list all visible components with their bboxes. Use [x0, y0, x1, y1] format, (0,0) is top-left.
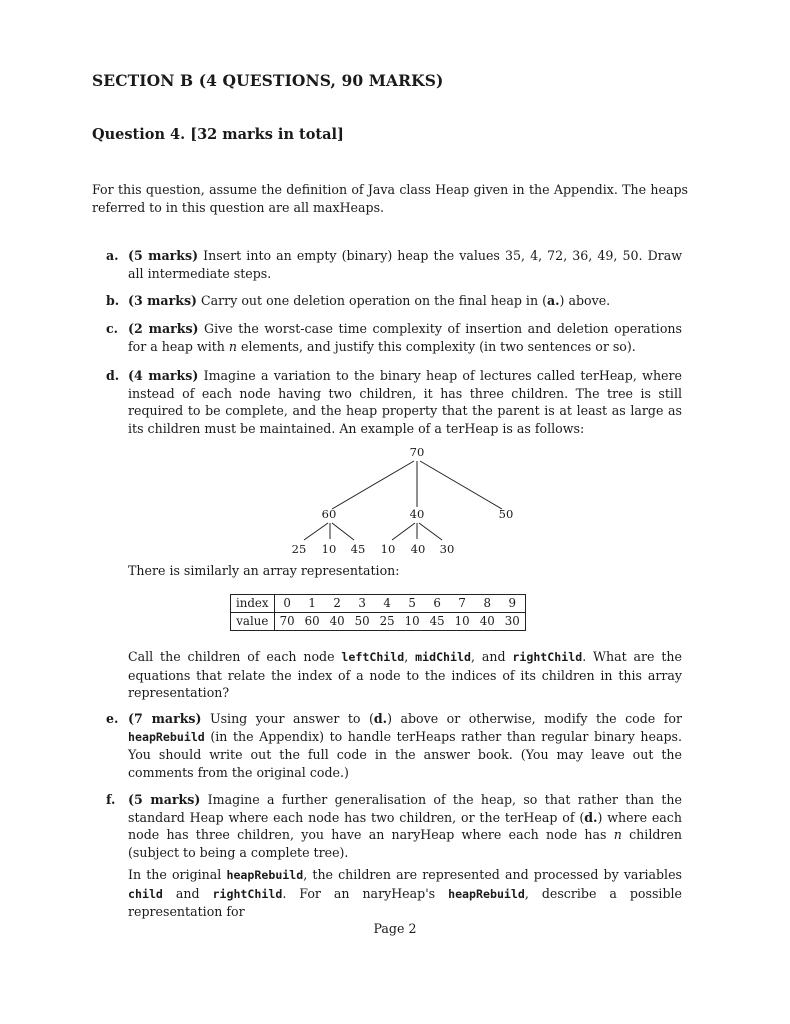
- tree-node-l1-0: 60: [321, 507, 337, 521]
- part-d-sep-1: ,: [404, 649, 416, 664]
- part-a-text: Insert into an empty (binary) heap the values 35, 4, 72, 36, 49, 50. Draw all intermediate steps.: [128, 248, 682, 281]
- tree-node-l1-1: 40: [409, 507, 425, 521]
- table-cell-index: 3: [350, 595, 375, 613]
- table-cell-value: 10: [400, 613, 425, 631]
- code-heaprebuild: heapRebuild: [448, 886, 525, 901]
- table-cell-index: 6: [425, 595, 450, 613]
- table-cell-value: 60: [300, 613, 325, 631]
- table-cell-index: 4: [375, 595, 400, 613]
- code-child: child: [128, 886, 163, 901]
- part-e-text: Using your answer to (: [201, 711, 374, 726]
- part-b-ref: a.: [546, 293, 560, 308]
- table-cell-index: 2: [325, 595, 350, 613]
- part-a-marks: (5 marks): [128, 248, 199, 263]
- part-e-label: e.: [106, 711, 119, 726]
- part-c-marks: (2 marks): [128, 321, 199, 336]
- table-cell-value: 25: [375, 613, 400, 631]
- part-f-var: n: [613, 827, 622, 842]
- table-cell-value: 50: [350, 613, 375, 631]
- code-heaprebuild: heapRebuild: [226, 868, 304, 882]
- part-d-sep-2: , and: [470, 649, 513, 664]
- tree-node-l2-0: 25: [291, 542, 307, 556]
- edge-60-c1: [304, 523, 328, 540]
- part-e-text-mid: ) above or otherwise, modify the code for: [387, 711, 682, 726]
- table-cell-value: 45: [425, 613, 450, 631]
- tree-node-l2-5: 30: [439, 542, 455, 556]
- tree-node-l2-1: 10: [321, 542, 337, 556]
- table-cell-index: 9: [500, 595, 526, 613]
- tree-node-l2-3: 10: [380, 542, 396, 556]
- part-f-p2-text: and: [162, 885, 213, 901]
- part-d-marks: (4 marks): [128, 368, 199, 383]
- part-f: [106, 791, 682, 861]
- part-f-text: Imagine a further generalisation of the heap, so that rather than the standard Heap where each node has two children, or the terHeap of (: [128, 792, 682, 825]
- part-d-question: [128, 648, 682, 702]
- part-f-label: f.: [106, 792, 116, 807]
- table-cell-value: 40: [325, 613, 350, 631]
- tree-node-l1-2: 50: [498, 507, 514, 521]
- section-title: SECTION B (4 QUESTIONS, 90 MARKS): [92, 71, 444, 90]
- part-b-text-end: ) above.: [559, 293, 611, 308]
- code-midchild: midChild: [415, 650, 471, 664]
- table-row-index: [231, 595, 526, 613]
- part-d-text: Imagine a variation to the binary heap of lectures called terHeap, where instead of each node having two children, it has three children. The tree is still required to be complete, and the heap property that the parent is at least as large as its children must be maintained. An example of a terHeap is as follows:: [128, 368, 682, 436]
- part-f-marks: (5 marks): [128, 792, 201, 807]
- part-d-question-text: Call the children of each node: [128, 649, 342, 664]
- part-e-marks: (7 marks): [128, 711, 202, 726]
- part-c-var: n: [228, 338, 238, 354]
- table-cell-index: 1: [300, 595, 325, 613]
- code-heaprebuild: heapRebuild: [128, 729, 205, 744]
- part-f-p2-text: In the original: [128, 867, 227, 882]
- edge-root-left: [332, 461, 414, 509]
- code-rightchild: rightChild: [212, 886, 283, 901]
- page-number: Page 2: [373, 921, 417, 936]
- array-intro: There is similarly an array representation:: [128, 563, 400, 578]
- part-a-label: a.: [106, 248, 119, 263]
- table-cell-value: 40: [475, 613, 500, 631]
- part-f-paragraph-2: [128, 866, 682, 921]
- code-rightchild: rightChild: [512, 650, 583, 664]
- part-f-p2-text: , the children are represented and processed by variables: [303, 867, 683, 882]
- array-representation-table: [230, 594, 526, 631]
- part-f-text-end: children (subject to being a complete tree).: [128, 827, 682, 860]
- code-leftchild: leftChild: [341, 650, 405, 664]
- tree-node-l2-2: 45: [350, 542, 366, 556]
- part-b-text: Carry out one deletion operation on the final heap in (: [197, 293, 547, 308]
- part-e-ref: d.: [373, 711, 388, 726]
- edge-60-c3: [332, 523, 354, 540]
- table-header-value: value: [231, 613, 275, 631]
- part-d-label: d.: [106, 368, 120, 383]
- table-cell-index: 8: [475, 595, 500, 613]
- edge-root-right: [420, 461, 502, 509]
- part-e: [106, 710, 682, 781]
- edge-40-c3: [419, 523, 442, 540]
- table-cell-value: 10: [450, 613, 475, 631]
- tree-edges: [304, 461, 502, 540]
- part-e-body: [128, 710, 682, 781]
- table-cell-index: 7: [450, 595, 475, 613]
- part-f-p2-text: . For an naryHeap's: [282, 885, 449, 901]
- part-b-label: b.: [106, 293, 120, 308]
- tree-node-l2-4: 40: [410, 542, 426, 556]
- table-cell-index: 5: [400, 595, 425, 613]
- part-d-question-end: . What are the equations that relate the index of a node to the indices of its children in this array representation?: [128, 649, 682, 700]
- part-c-text: Give the worst-case time complexity of insertion and deletion operations for a heap with: [128, 321, 682, 354]
- part-c-text-end: elements, and justify this complexity (in two sentences or so).: [237, 338, 636, 354]
- edge-40-c1: [392, 523, 415, 540]
- question-intro: For this question, assume the definition of Java class Heap given in the Appendix. The heaps referred to in this question are all maxHeaps.: [92, 182, 688, 215]
- part-b-marks: (3 marks): [128, 293, 198, 308]
- part-e-text-end: (in the Appendix) to handle terHeaps rather than regular binary heaps. You should write out the full code in the answer book. (You may leave out the comments from the original code.): [128, 728, 682, 780]
- question-title: Question 4. [32 marks in total]: [92, 126, 344, 143]
- table-row-value: [231, 613, 526, 631]
- part-f-text-mid: ) where each node has three children, you have an naryHeap where each node has: [128, 809, 682, 842]
- part-c-label: c.: [106, 321, 119, 336]
- part-f-ref: d.: [584, 809, 598, 825]
- part-f-body: [128, 791, 682, 861]
- table-cell-index: 0: [274, 595, 300, 613]
- part-f-p2-text: , describe a possible representation for: [128, 885, 682, 919]
- table-cell-value: 30: [500, 613, 526, 631]
- table-header-index: index: [231, 595, 275, 613]
- table-cell-value: 70: [274, 613, 300, 631]
- tree-node-root: 70: [409, 445, 425, 459]
